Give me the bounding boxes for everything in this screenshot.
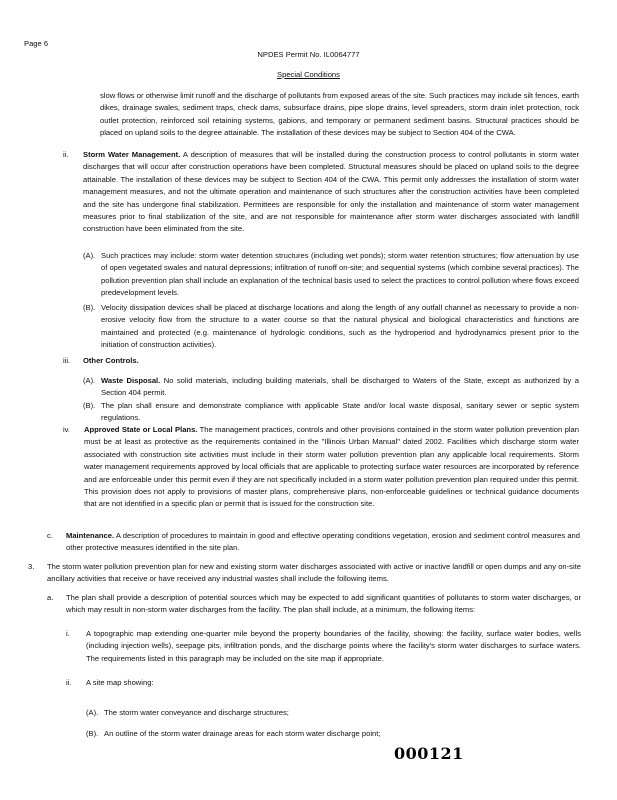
item-3a-ii-text: A site map showing: [86,678,154,687]
item-c-title: Maintenance. [66,531,115,540]
item-iii-a-title: Waste Disposal. [101,376,161,385]
bates-number-stamp: 000121 [394,744,464,763]
item-iv-label: iv. [63,425,71,434]
item-3a-text: The plan shall provide a description of potential sources which may be expected to add significant quantities of pollutants to storm water discharges, or which may result in non-storm water discharges from the facility. The plan shall include, at a minimum, the following items: [66,593,581,615]
item-3-label: 3. [28,562,35,571]
page-number: Page 6 [24,39,49,48]
item-ii-a-label: (A). [83,251,96,260]
item-iii-title: Other Controls. [83,356,139,365]
item-ii-label: ii. [63,150,69,159]
item-iii-b-label: (B). [83,401,96,410]
item-iii-a-text: No solid materials, including building materials, shall be discharged to Waters of the State, except as authorized by a Section 404 permit. [101,376,579,398]
item-3a-ii-b-label: (B). [86,729,99,738]
item-3a-i-label: i. [66,629,70,638]
item-c-text: A description of procedures to maintain in good and effective operating conditions vegetation, erosion and sediment control measures and other protective measures identified in the site plan. [66,531,580,553]
storm-water-management-paragraph [83,149,579,236]
item-3a-label: a. [47,593,54,602]
item-3a-ii-a-text: The storm water conveyance and discharge structures; [104,708,289,717]
section-title: Special Conditions [277,70,340,79]
item-ii-title: Storm Water Management. [83,150,181,159]
item-3a-i-text: A topographic map extending one-quarter mile beyond the property boundaries of the facility, showing: the facility, surface water bodies, wells (including injection wells), seepage pits, infiltration ponds, and the discharge points where the facility's storm water discharges to surface waters. The requirements listed in this paragraph may be included on the site map if appropriate. [86,629,581,663]
permit-number: NPDES Permit No. IL0064777 [257,50,360,59]
item-iii-a-label: (A). [83,376,96,385]
item-c-label: c. [47,531,53,540]
continuation-paragraph: slow flows or otherwise limit runoff and the discharge of pollutants from exposed areas of the site. Such practices may include silt fences, earth dikes, drainage swales, sediment traps, check dams, subsurface drains, pipe slope drains, level spreaders, storm drain inlet protection, rock outlet protection, reinforced soil retaining systems, gabions, and temporary or permanent sediment basins. Structural practices should be placed on upland soils to the degree attainable. The installation of these devices may be subject to Section 404 of the CWA. [100,91,579,138]
item-ii-text: A description of measures that will be installed during the construction process to control pollutants in storm water discharges that will occur after construction operations have been completed. Structural measures should be placed on upland soils to the degree attainable. The installation of these devices may be subject to Section 404 of the CWA. This permit only addresses the installation of storm water management measures, and not the ultimate operation and maintenance of such structures after the construction activities have been completed and the site has undergone final stabilization. Permittees are responsible for only the installation and maintenance of storm water management measures prior to final stabilization of the site, and are not responsible for maintenance after storm water discharges associated with landfill construction have been eliminated from the site. [83,150,579,234]
waste-disposal-paragraph [101,375,579,400]
maintenance-paragraph [66,530,580,555]
item-3a-ii-a-label: (A). [86,708,99,717]
item-iv-text: The management practices, controls and other provisions contained in the storm water pollution prevention plan must be at least as protective as the requirements contained in the "Illinois Urban Manual" dated 2002. Facilities which discharge storm water associated with construction site activities must include in their storm water pollution prevention plan any applicable local requirements. Storm water management requirements approved by local officials that are applicable to protecting surface water resources are incorporated by reference and are enforceable under this permit even if they are not specifically included in a storm water pollution prevention plan required under this permit. This provision does not apply to provisions of master plans, comprehensive plans, non-enforceable guidelines or technical guidance documents that are not identified in a specific plan or permit that is issued for the construction site. [84,425,579,509]
item-ii-a-text: Such practices may include: storm water detention structures (including wet ponds); storm water retention structures; flow attenuation by use of open vegetated swales and natural depressions; infiltration of runoff on-site; and sequential systems (which combine several practices). The pollution prevention plan shall include an explanation of the technical basis used to select the practices to control pollution where flows exceed predevelopment levels. [101,251,579,298]
item-3-text: The storm water pollution prevention plan for new and existing storm water discharges associated with active or inactive landfill or open dumps and any on-site ancillary activities that receive or have received any industrial wastes shall include the following items. [47,562,581,584]
item-ii-b-label: (B). [83,303,96,312]
item-ii-b-text: Velocity dissipation devices shall be placed at discharge locations and along the length of any outfall channel as necessary to provide a non-erosive velocity flow from the structure to a water course so that the natural physical and biological characteristics and functions are maintained and protected (e.g. maintenance of hydrologic conditions, such as the hydroperiod and hydrodynamics present prior to the initiation of construction activities). [101,303,579,350]
item-3a-ii-label: ii. [66,678,72,687]
item-iii-b-text: The plan shall ensure and demonstrate compliance with applicable State and/or local waste disposal, sanitary sewer or septic system regulations. [101,401,579,423]
item-3a-ii-b-text: An outline of the storm water drainage areas for each storm water discharge point; [104,729,381,738]
approved-plans-paragraph [84,424,579,511]
item-iii-label: iii. [63,356,71,365]
item-iv-title: Approved State or Local Plans. [84,425,198,434]
